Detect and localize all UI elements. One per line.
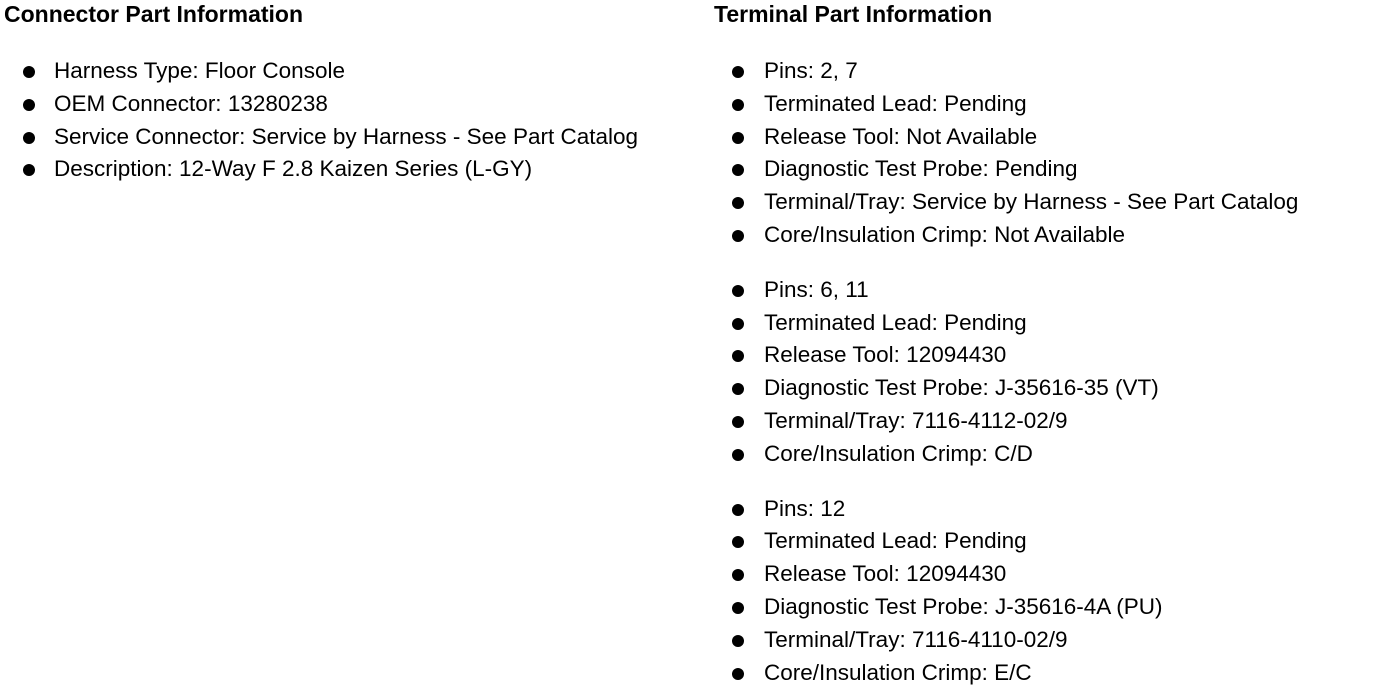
list-item-text: Release Tool: 12094430 (764, 561, 1007, 587)
list-item (714, 624, 1374, 657)
list-item-text: Core/Insulation Crimp: Not Available (764, 221, 1126, 247)
terminal-part-section (714, 0, 1374, 689)
list-item (4, 55, 704, 88)
list-item (4, 153, 704, 186)
list-item (4, 121, 704, 154)
bullet-icon (732, 383, 744, 395)
bullet-icon (732, 66, 744, 78)
list-item-text: Terminated Lead: Pending (764, 309, 1027, 335)
list-item-text: Terminated Lead: Pending (764, 90, 1027, 116)
bullet-icon (732, 569, 744, 581)
terminal-group-1 (714, 55, 1374, 252)
list-item (714, 219, 1374, 252)
list-item-text: Terminal/Tray: 7116-4112-02/9 (764, 407, 1068, 433)
bullet-icon (732, 285, 744, 297)
list-item-text: Diagnostic Test Probe: J-35616-4A (PU) (764, 593, 1163, 619)
bullet-icon (23, 99, 35, 111)
bullet-icon (732, 536, 744, 548)
list-item (714, 591, 1374, 624)
list-item-text: Service Connector: Service by Harness - See Part Catalog (54, 123, 639, 149)
bullet-icon (732, 350, 744, 362)
list-item-text: Release Tool: 12094430 (764, 342, 1007, 368)
connector-part-section (4, 0, 704, 186)
list-item (714, 438, 1374, 471)
bullet-icon (732, 668, 744, 680)
list-item-text: Core/Insulation Crimp: E/C (764, 659, 1032, 685)
bullet-icon (732, 318, 744, 330)
list-item (714, 405, 1374, 438)
terminal-part-heading: Terminal Part Information (714, 1, 993, 27)
list-item-text: Pins: 6, 11 (764, 276, 869, 302)
list-item-text: Pins: 12 (764, 495, 846, 521)
bullet-icon (732, 164, 744, 176)
list-item (714, 121, 1374, 154)
list-item (714, 657, 1374, 690)
terminal-group-3 (714, 493, 1374, 690)
list-item-text: Harness Type: Floor Console (54, 58, 345, 83)
bullet-icon (732, 504, 744, 516)
bullet-icon (732, 230, 744, 242)
bullet-icon (23, 66, 35, 78)
list-item-text: Core/Insulation Crimp: C/D (764, 440, 1033, 466)
list-item-text: Terminal/Tray: 7116-4110-02/9 (764, 626, 1068, 652)
terminal-group-2 (714, 274, 1374, 471)
list-item-text: Pins: 2, 7 (764, 58, 858, 83)
connector-part-heading: Connector Part Information (4, 1, 304, 27)
bullet-icon (732, 449, 744, 461)
list-item (714, 339, 1374, 372)
list-item (714, 274, 1374, 307)
list-item (714, 307, 1374, 340)
list-item-text: Description: 12-Way F 2.8 Kaizen Series (L-GY) (54, 156, 533, 182)
list-item-text: Diagnostic Test Probe: J-35616-35 (VT) (764, 375, 1159, 401)
list-item (714, 372, 1374, 405)
bullet-icon (732, 132, 744, 144)
list-item (714, 558, 1374, 591)
list-item-text: Diagnostic Test Probe: Pending (764, 156, 1078, 182)
list-item-text: Release Tool: Not Available (764, 123, 1038, 149)
bullet-icon (732, 197, 744, 209)
bullet-icon (732, 416, 744, 428)
list-item (714, 88, 1374, 121)
bullet-icon (732, 99, 744, 111)
bullet-icon (23, 132, 35, 144)
list-item-text: OEM Connector: 13280238 (54, 90, 328, 116)
list-item (714, 186, 1374, 219)
bullet-icon (732, 602, 744, 614)
bullet-icon (23, 164, 35, 176)
list-item (714, 493, 1374, 526)
list-item (714, 153, 1374, 186)
bullet-icon (732, 635, 744, 647)
list-item-text: Terminal/Tray: Service by Harness - See Part Catalog (764, 189, 1299, 215)
list-item-text: Terminated Lead: Pending (764, 528, 1027, 554)
list-item (4, 88, 704, 121)
list-item (714, 55, 1374, 88)
list-item (714, 525, 1374, 558)
connector-part-list (4, 55, 704, 186)
